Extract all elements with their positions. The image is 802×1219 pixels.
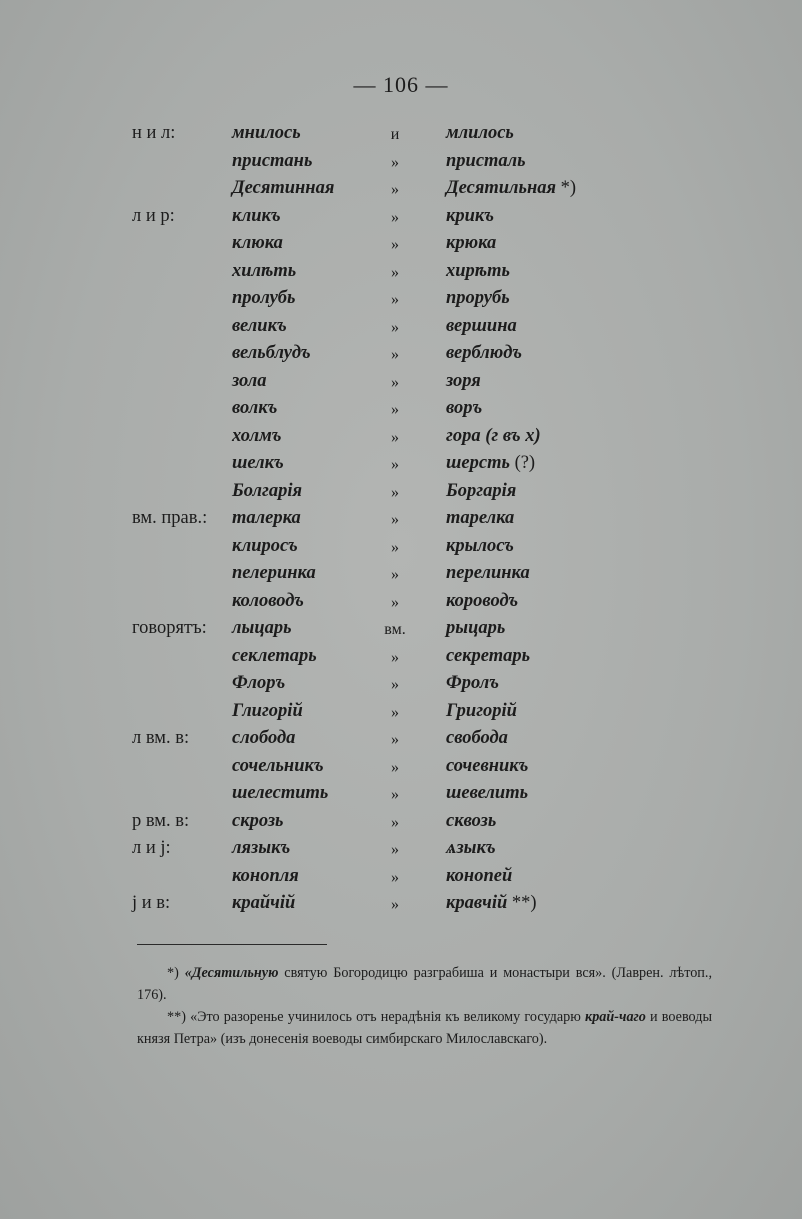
standard-word <box>446 261 510 282</box>
row-label: л и р: <box>132 205 175 226</box>
footnote-1 <box>137 962 712 1006</box>
relation-mark: » <box>391 153 399 171</box>
word-row <box>0 479 802 507</box>
standard-word <box>446 563 530 584</box>
footnote-2-text-a: «Это разоренье учинилось отъ нерадѣнія къ великому государю <box>185 1009 585 1025</box>
page-number: — 106 — <box>353 72 449 97</box>
word-row <box>0 204 802 232</box>
dialect-word: коловодъ <box>232 590 304 611</box>
relation-mark: » <box>391 346 399 363</box>
word-row <box>0 864 802 892</box>
standard-word <box>446 398 482 419</box>
standard-word <box>446 646 530 667</box>
dialect-word: клиросъ <box>232 535 298 556</box>
standard-word <box>446 866 512 887</box>
standard-word-text: млилось <box>446 123 514 143</box>
relation-mark: » <box>391 648 399 666</box>
word-row <box>0 644 802 672</box>
relation-mark: » <box>391 181 399 198</box>
dialect-word: лыцарь <box>232 618 292 638</box>
row-label: j и в: <box>132 893 171 913</box>
word-row <box>0 121 802 149</box>
word-row <box>0 341 802 369</box>
word-row <box>0 754 802 782</box>
word-list <box>0 121 802 919</box>
dialect-word: сочельникъ <box>232 755 324 776</box>
word-row <box>0 616 802 644</box>
relation-mark: » <box>391 868 399 886</box>
word-row <box>0 589 802 617</box>
word-row <box>0 534 802 562</box>
relation-mark: » <box>391 373 399 391</box>
dialect-word: конопля <box>232 865 299 886</box>
word-row <box>0 286 802 314</box>
relation-mark: » <box>391 456 399 473</box>
relation-mark: » <box>391 401 399 418</box>
relation-mark: » <box>391 263 399 281</box>
standard-word-text: шерсть <box>446 453 510 473</box>
standard-word <box>446 673 499 694</box>
footnote-2-mark: **) <box>167 1009 186 1025</box>
footnote-ref: (?) <box>509 453 536 473</box>
relation-mark: » <box>391 511 399 528</box>
dialect-word: крайчій <box>232 893 296 913</box>
standard-word <box>446 701 517 722</box>
footnote-1-text: святую Богородицю разграбиша и монастыри вся». (Лаврен. лѣтоп., 176). <box>137 965 712 1003</box>
standard-word <box>446 288 510 309</box>
row-label: н и л: <box>132 123 176 143</box>
row-label: вм. прав.: <box>132 508 208 528</box>
dialect-word: кликъ <box>232 205 281 226</box>
standard-word-text: ѧзыкъ <box>446 838 496 858</box>
dialect-word: слобода <box>232 728 296 748</box>
relation-mark: » <box>391 236 399 253</box>
word-row <box>0 671 802 699</box>
standard-word <box>446 811 496 832</box>
word-row <box>0 176 802 204</box>
dialect-word: пелеринка <box>232 563 316 583</box>
standard-word <box>446 481 516 502</box>
footnote-ref: *) <box>556 178 577 198</box>
standard-word-text: секретарь <box>446 645 531 666</box>
relation-mark: » <box>391 731 399 748</box>
relation-mark: » <box>391 538 399 556</box>
dialect-word: талерка <box>232 508 301 528</box>
dialect-word: волкъ <box>232 398 278 418</box>
word-row <box>0 369 802 397</box>
standard-word <box>446 756 528 777</box>
standard-word <box>446 508 514 529</box>
word-row <box>0 149 802 177</box>
word-row <box>0 699 802 727</box>
dialect-word: шелестить <box>232 783 329 803</box>
relation-mark: » <box>391 758 399 776</box>
standard-word-text: крылосъ <box>446 535 514 556</box>
dialect-word: секлетарь <box>232 645 317 666</box>
standard-word-text: сочевникъ <box>446 755 529 776</box>
dialect-word: вельблудъ <box>232 343 311 363</box>
dialect-word: пролубь <box>232 288 296 308</box>
relation-mark: » <box>391 813 399 831</box>
relation-mark: » <box>391 703 399 721</box>
standard-word-text: присталь <box>446 150 526 171</box>
dialect-word: Десятинная <box>232 178 335 198</box>
dialect-word: клюка <box>232 233 283 253</box>
relation-mark: » <box>391 786 399 803</box>
word-row <box>0 781 802 809</box>
relation-mark: » <box>391 428 399 446</box>
standard-word <box>446 591 518 612</box>
standard-word-text: Боргарія <box>446 480 517 501</box>
dialect-word: великъ <box>232 315 287 336</box>
word-row <box>0 314 802 342</box>
word-row <box>0 396 802 424</box>
dialect-word: холмъ <box>232 425 282 446</box>
standard-word-text: Фролъ <box>446 673 500 693</box>
word-row <box>0 836 802 864</box>
relation-mark: » <box>391 841 399 858</box>
standard-word-text: Десятильная <box>446 178 557 198</box>
standard-word-text: крюка <box>446 233 497 253</box>
standard-word-text: свобода <box>446 728 508 748</box>
standard-word-text: верблюдъ <box>446 343 522 363</box>
standard-word <box>446 206 494 227</box>
word-row <box>0 891 802 919</box>
standard-word-text: конопей <box>446 865 513 886</box>
footnote-1-mark: *) <box>167 965 179 981</box>
standard-word <box>446 728 508 749</box>
relation-mark: » <box>391 676 399 693</box>
standard-word-text: тарелка <box>446 508 515 528</box>
dialect-word: скрозь <box>232 810 284 831</box>
standard-word <box>446 618 505 639</box>
dialect-word: шелкъ <box>232 453 284 473</box>
standard-word-text: прорубь <box>446 288 510 308</box>
relation-mark: и <box>390 126 400 143</box>
standard-word <box>446 316 517 337</box>
standard-word <box>446 151 526 172</box>
dialect-word: Болгарія <box>232 480 303 501</box>
dialect-word: лязыкъ <box>232 838 291 858</box>
standard-word-text: вершина <box>446 315 517 336</box>
relation-mark: » <box>391 896 399 913</box>
word-row <box>0 506 802 534</box>
word-row <box>0 231 802 259</box>
row-label: л и j: <box>132 838 171 858</box>
relation-mark: » <box>391 318 399 336</box>
footnote-2 <box>137 1006 712 1050</box>
relation-mark: вм. <box>384 621 406 638</box>
relation-mark: » <box>391 566 399 583</box>
row-label: говорятъ: <box>132 618 207 638</box>
standard-word-text: гора (г въ х) <box>446 425 541 446</box>
footnote-2-italic-word: край-чаго <box>585 1009 646 1025</box>
dialect-word: Флоръ <box>232 673 286 693</box>
standard-word <box>446 123 514 144</box>
footnote-ref: **) <box>507 893 537 913</box>
dialect-word: Глигорій <box>232 700 303 721</box>
dialect-word: зола <box>232 370 267 391</box>
standard-word <box>446 536 514 557</box>
word-row <box>0 259 802 287</box>
relation-mark: » <box>391 208 399 226</box>
standard-word <box>446 453 535 474</box>
relation-mark: » <box>391 483 399 501</box>
standard-word <box>446 783 528 804</box>
dialect-word: пристань <box>232 150 313 171</box>
footnote-divider <box>137 944 327 945</box>
standard-word <box>446 371 481 392</box>
word-row <box>0 809 802 837</box>
standard-word-text: Григорій <box>446 700 517 721</box>
standard-word-text: зоря <box>446 370 481 391</box>
standard-word <box>446 178 576 199</box>
standard-word-text: воръ <box>446 398 483 418</box>
standard-word <box>446 343 522 364</box>
standard-word-text: кравчій <box>446 893 508 913</box>
standard-word-text: рыцарь <box>446 618 506 638</box>
standard-word <box>446 233 496 254</box>
row-label: р вм. в: <box>132 810 190 831</box>
standard-word <box>446 838 496 859</box>
standard-word-text: шевелить <box>446 783 529 803</box>
standard-word <box>446 426 541 447</box>
word-row <box>0 424 802 452</box>
dialect-word: хилѣть <box>232 260 297 281</box>
footnote-2-text-b: и воеводы князя Петра» (изъ донесенія воеводы симбирскаго Милославскаго). <box>137 1009 712 1047</box>
relation-mark: » <box>391 291 399 308</box>
standard-word-text: сквозь <box>446 810 497 831</box>
row-label: л вм. в: <box>132 728 190 748</box>
standard-word-text: крикъ <box>446 205 495 226</box>
standard-word-text: перелинка <box>446 563 530 583</box>
standard-word <box>446 893 537 914</box>
standard-word-text: короводъ <box>446 590 519 611</box>
word-row <box>0 561 802 589</box>
word-row <box>0 451 802 479</box>
footnote-1-quote-word: «Десятильную <box>184 965 279 981</box>
relation-mark: » <box>391 593 399 611</box>
dialect-word: мнилось <box>232 123 301 143</box>
standard-word-text: хирѣть <box>446 260 510 281</box>
footnotes <box>137 962 712 1050</box>
word-row <box>0 726 802 754</box>
